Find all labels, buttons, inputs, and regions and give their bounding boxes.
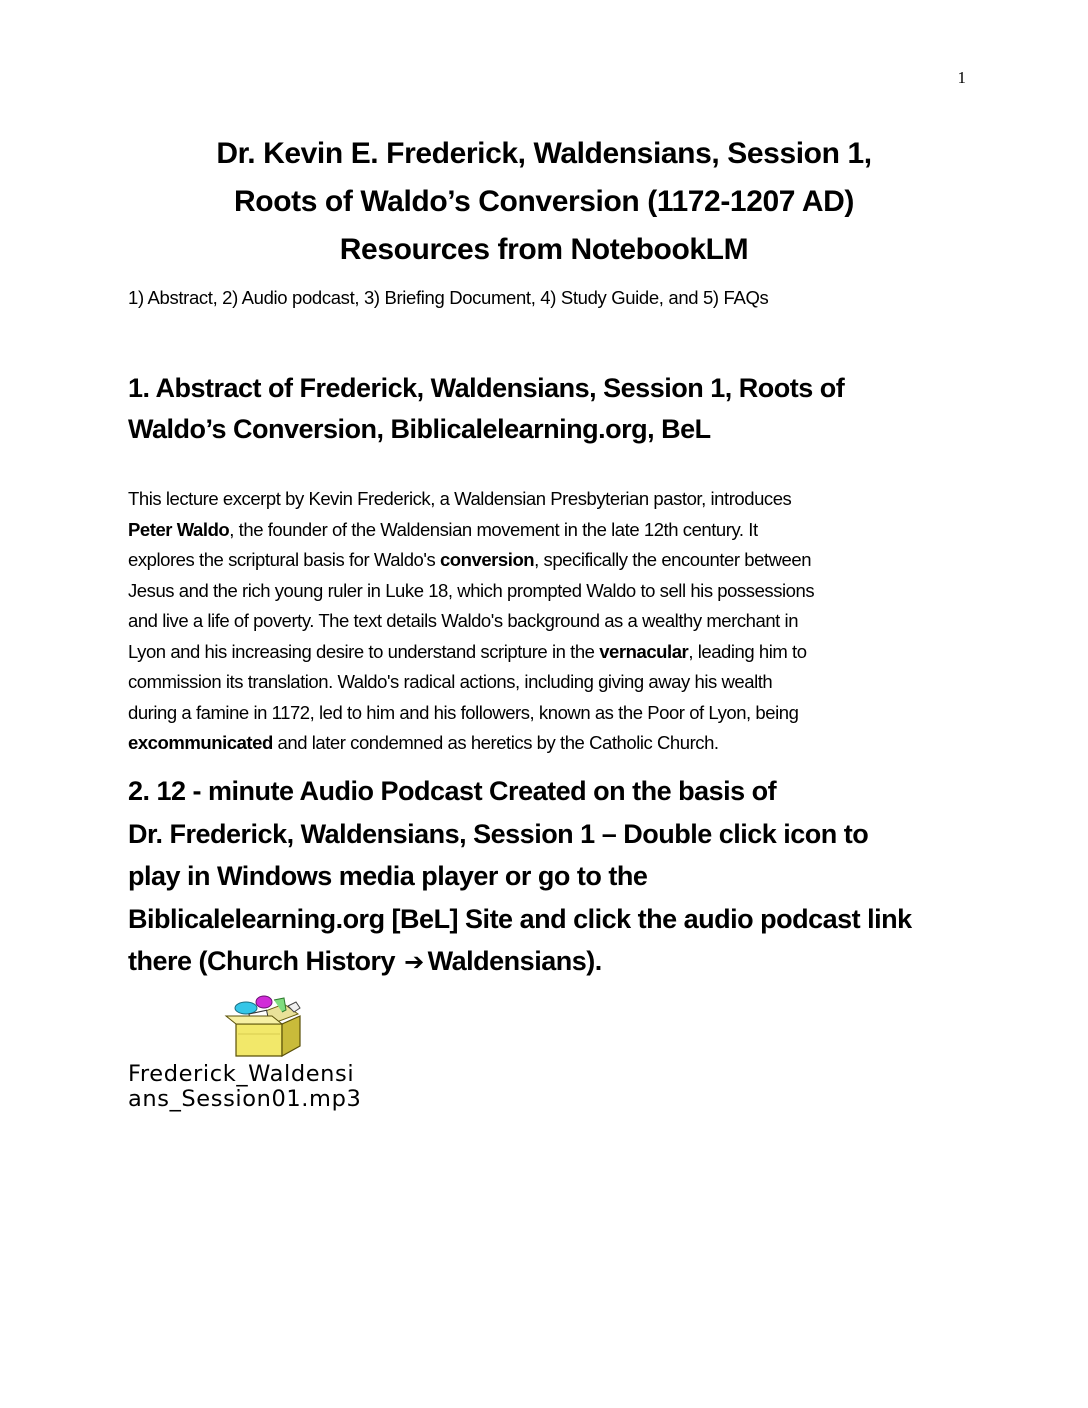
abstract-text-run: , leading him to: [688, 640, 807, 662]
title-line-3: Resources from NotebookLM: [339, 233, 749, 266]
box-side: [282, 1016, 300, 1056]
abstract-text-run: during a famine in 1172, led to him and his followers, known as the Poor of Lyon, being: [128, 701, 799, 723]
media-package-icon[interactable]: [224, 994, 310, 1060]
abstract-line: [128, 545, 968, 576]
abstract-text-run: explores the scriptural basis for Waldo's: [128, 549, 440, 570]
abstract-text-run: , the founder of the Waldensian movement in the late 12th century. It: [229, 518, 758, 540]
podcast-heading: [128, 770, 988, 984]
abstract-paragraph: [128, 484, 968, 759]
title-line-1: Dr. Kevin E. Frederick, Waldensians, Session 1,: [216, 137, 872, 170]
abstract-text-run: and live a life of poverty. The text details Waldo's background as a wealthy merchant in: [128, 610, 799, 631]
filename-line-2: ans_Session01.mp3: [128, 1086, 362, 1112]
attachment-filename[interactable]: [128, 1062, 418, 1112]
podcast-heading-line-3: play in Windows media player or go to the: [128, 861, 648, 891]
abstract-text-run: This lecture excerpt by Kevin Frederick, a Waldensian Presbyterian pastor, introduces: [128, 488, 792, 509]
podcast-heading-line-5: [128, 940, 988, 984]
abstract-bold-term: conversion: [439, 549, 535, 570]
abstract-heading-line-2: Waldo’s Conversion, Biblicalelearning.org, BeL: [128, 414, 711, 444]
abstract-line: [128, 484, 968, 515]
podcast-heading-line-4: Biblicalelearning.org [BeL] Site and click the audio podcast link: [128, 903, 912, 934]
abstract-line: [128, 606, 968, 637]
arrow-right-icon: ➔: [404, 948, 424, 976]
abstract-line: [128, 637, 968, 668]
podcast-heading-line-5-end: Waldensians).: [427, 946, 602, 976]
abstract-text-run: Lyon and his increasing desire to understand scripture in the: [128, 640, 600, 662]
abstract-line: [128, 667, 968, 698]
abstract-text-run: , specifically the encounter between: [534, 549, 812, 570]
podcast-heading-line-2: Dr. Frederick, Waldensians, Session 1 – Double click icon to: [128, 818, 869, 849]
title-line-2: Roots of Waldo’s Conversion (1172-1207 AD): [234, 185, 854, 218]
podcast-heading-line-1: 2. 12 - minute Audio Podcast Created on the basis of: [128, 776, 777, 806]
document-title: [100, 130, 988, 274]
abstract-heading-line-1: 1. Abstract of Frederick, Waldensians, Session 1, Roots of: [128, 373, 845, 403]
abstract-line: [128, 515, 968, 546]
abstract-heading: [128, 368, 968, 450]
abstract-bold-term: Peter Waldo: [128, 518, 230, 540]
abstract-text-run: Jesus and the rich young ruler in Luke 18, which prompted Waldo to sell his possessions: [128, 579, 815, 601]
page-number: 1: [957, 68, 966, 87]
podcast-heading-line-5-start: there (Church History: [128, 946, 396, 976]
magenta-disc: [256, 996, 272, 1008]
box-front-flap: [226, 1016, 282, 1024]
abstract-text-run: and later condemned as heretics by the Catholic Church.: [272, 732, 719, 753]
abstract-bold-term: vernacular: [599, 640, 689, 662]
box-front: [236, 1024, 282, 1056]
filename-line-1: Frederick_Waldensi: [128, 1061, 355, 1087]
abstract-line: [128, 698, 968, 729]
abstract-line: [128, 728, 968, 759]
cyan-disc: [235, 1002, 257, 1014]
abstract-bold-term: excommunicated: [128, 732, 273, 753]
contents-subtitle: 1) Abstract, 2) Audio podcast, 3) Briefing Document, 4) Study Guide, and 5) FAQs: [128, 287, 769, 308]
abstract-line: [128, 576, 968, 607]
abstract-text-run: commission its translation. Waldo's radical actions, including giving away his wealth: [128, 671, 773, 692]
